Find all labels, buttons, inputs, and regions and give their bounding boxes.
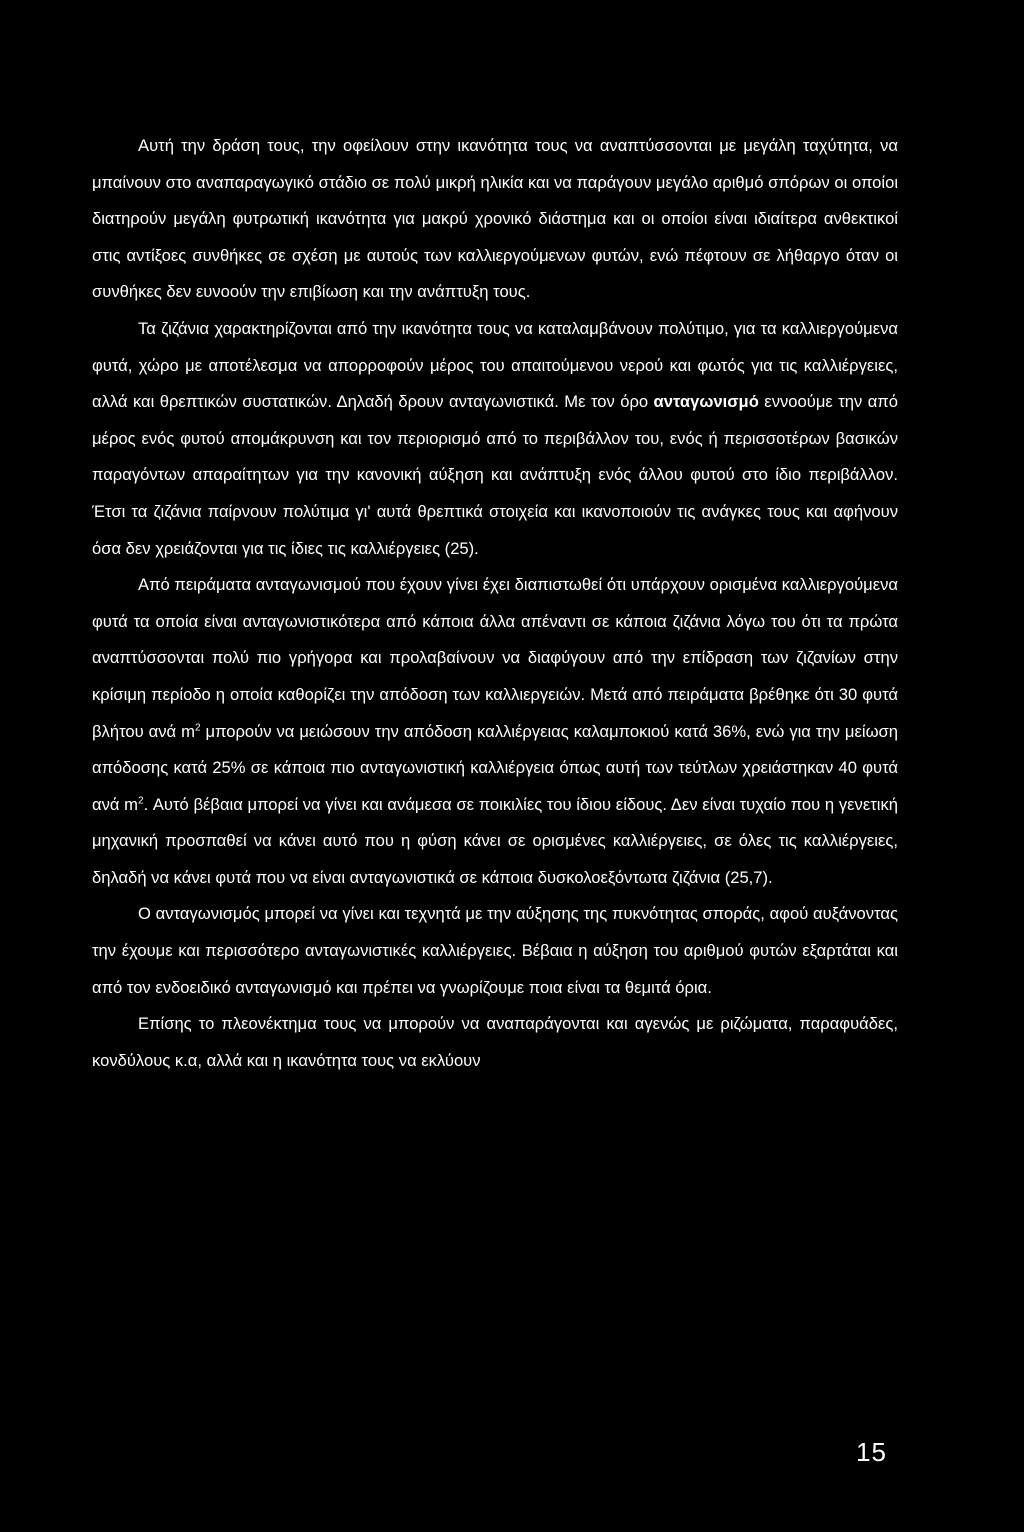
paragraph-1 [92, 128, 898, 311]
paragraph-3 [92, 567, 898, 896]
paragraph-2-text-a: Τα ζιζάνια χαρακτηρίζονται από την ικανότητα τους να καταλαμβάνουν πολύτιμο, για τα καλλιεργούμενα φυτά, χώρο με αποτέλεσμα να απορροφούν μέρος του απαιτούμενου νερού και φωτός για τις καλλιέργειες, αλλά και θρεπτικών συστατικών. Δηλαδή δρουν ανταγωνιστικά. Με τον όρο [92, 318, 898, 412]
body-text [92, 128, 898, 1079]
paragraph-2-text-b: εννοούμε την από μέρος ενός φυτού απομάκρυνση και τον περιορισμό από το περιβάλλον του, ενός ή περισσοτέρων βασικών παραγόντων απαραίτητων για την κανονική αύξηση και ανάπτυξη ενός άλλου φυτού στο ίδιο περιβάλλον. Έτσι τα ζιζάνια παίρνουν πολύτιμα γι' αυτά θρεπτικά στοιχεία και ικανοποιούν τις ανάγκες τους και αφήνουν όσα δεν χρειάζονται για τις ίδιες τις καλλιέργειες (25). [92, 392, 898, 558]
paragraph-3-text-c: . Αυτό βέβαια μπορεί να γίνει και ανάμεσα σε ποικιλίες του ίδιου είδους. Δεν είναι τυχαίο που η γενετική μηχανική προσπαθεί να κάνει αυτό που η φύση κάνει σε ορισμένες καλλιέργειες, σε όλες τις καλλιέργειες, δηλαδή να κάνει φυτά που να είναι ανταγωνιστικά σε κάποια δυσκολοεξόντωτα ζιζάνια (25,7). [92, 794, 898, 887]
paragraph-4 [92, 896, 898, 1006]
emphasized-term: ανταγωνισμό [653, 392, 759, 412]
paragraph-3-text-a: Από πειράματα ανταγωνισμού που έχουν γίνει έχει διαπιστωθεί ότι υπάρχουν ορισμένα καλλιεργούμενα φυτά τα οποία είναι ανταγωνιστικότερα από κάποια άλλα απέναντι σε κάποια ζιζάνια λόγω του ότι τα πρώτα αναπτύσσονται πολύ πιο γρήγορα και προλαβαίνουν να διαφύγουν από την επίδραση των ζιζανίων στην κρίσιμη περίοδο η οποία καθορίζει την απόδοση των καλλιεργειών. Μετά από πειράματα βρέθηκε ότι 30 φυτά βλήτου ανά m [92, 575, 898, 741]
paragraph-4-text: Ο ανταγωνισμός μπορεί να γίνει και τεχνητά με την αύξησης της πυκνότητας σποράς, αφού αυξάνοντας την έχουμε και περισσότερο ανταγωνιστικές καλλιέργειες. Βέβαια η αύξηση του αριθμού φυτών εξαρτάται και από τον ενδοειδικό ανταγωνισμό και πρέπει να γνωρίζουμε ποια είναι τα θεμιτά όρια. [92, 904, 898, 997]
paragraph-3-text-b: μπορούν να μειώσουν την απόδοση καλλιέργειας καλαμποκιού κατά 36%, ενώ για την μείωση απόδοσης κατά 25% σε κάποια πιο ανταγωνιστική καλλιέργεια όπως αυτή των τεύτλων χρειάστηκαν 40 φυτά ανά m [92, 721, 898, 814]
paragraph-5-text: Επίσης το πλεονέκτημα τους να μπορούν να αναπαράγονται και αγενώς με ριζώματα, παραφυάδες, κονδύλους κ.α, αλλά και η ικανότητα τους να εκλύουν [92, 1014, 898, 1070]
superscript-exponent: 2 [138, 795, 144, 807]
superscript-exponent: 2 [194, 721, 201, 733]
paragraph-5 [92, 1006, 898, 1079]
page-number: 15 [856, 1437, 887, 1467]
paragraph-2 [92, 311, 898, 567]
paragraph-1-text: Αυτή την δράση τους, την οφείλουν στην ικανότητα τους να αναπτύσσονται με μεγάλη ταχύτητα, να μπαίνουν στο αναπαραγωγικό στάδιο σε πολύ μικρή ηλικία και να παράγουν μεγάλο αριθμό σπόρων οι οποίοι διατηρούν μεγάλη φυτρωτική ικανότητα για μακρύ χρονικό διάστημα και οι οποίοι είναι ιδιαίτερα ανθεκτικοί στις αντίξοες συνθήκες σε σχέση με αυτούς των καλλιεργούμενων φυτών, ενώ πέφτουν σε λήθαργο όταν οι συνθήκες δεν ευνοούν την επιβίωση και την ανάπτυξη τους. [92, 136, 898, 302]
